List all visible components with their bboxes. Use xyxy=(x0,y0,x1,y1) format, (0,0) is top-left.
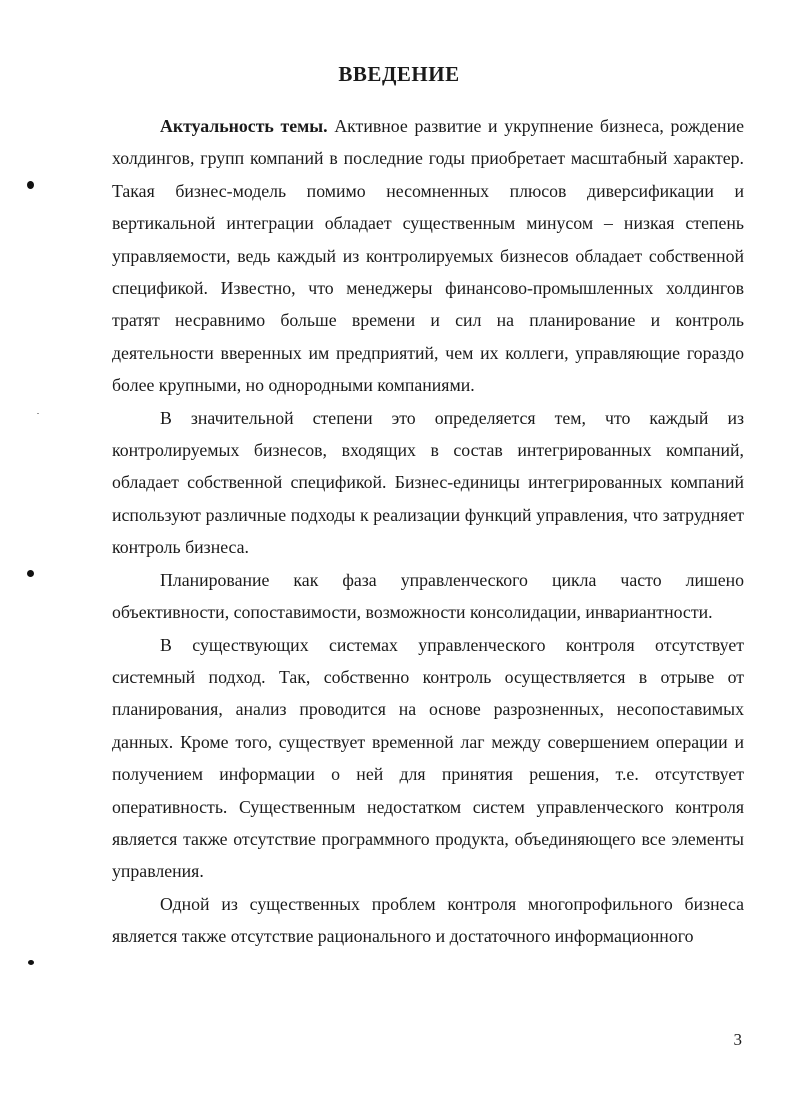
binding-hole-mark xyxy=(27,181,34,189)
scan-speck xyxy=(37,413,39,414)
paragraph-2: В значительной степени это определяется тем, что каждый из контролируемых бизнесов, входящих в состав интегрированных компаний, обладает собственной спецификой. Бизнес-единицы интегрированных компаний используют различные подходы к реализации функций управления, что затрудняет контроль бизнеса. xyxy=(112,407,744,558)
paragraph-lead: Актуальность темы. xyxy=(160,116,328,136)
paragraph-3: Планирование как фаза управленческого цикла часто лишено объективности, сопоставимости, возможности консолидации, инвариантности. xyxy=(112,569,744,623)
paragraph-5: Одной из существенных проблем контроля многопрофильного бизнеса является также отсутствие рационального и достаточного информационного xyxy=(112,893,744,947)
paragraph-text: Активное развитие и укрупнение бизнеса, рождение холдингов, групп компаний в последние годы приобретает масштабный характер. Такая бизнес-модель помимо несомненных плюсов диверсификации и вертикальной интеграции обладает существенным минусом – низкая степень управляемости, ведь каждый из контролируемых бизнесов обладает собственной спецификой. Известно, что менеджеры финансово-промышленных холдингов тратят несравнимо больше времени и сил на планирование и контроль деятельности вверенных им предприятий, чем их коллеги, управляющие гораздо более крупными, но однородными компаниями. xyxy=(112,116,744,396)
page-number: 3 xyxy=(733,1030,742,1049)
page-title: ВВЕДЕНИЕ xyxy=(338,62,460,86)
paragraph-1 xyxy=(112,110,744,402)
binding-hole-mark xyxy=(28,960,34,965)
binding-hole-mark xyxy=(27,570,34,577)
body-text xyxy=(112,110,744,953)
paragraph-4: В существующих системах управленческого контроля отсутствует системный подход. Так, собственно контроль осуществляется в отрыве от планирования, анализ проводится на основе разрозненных, несопоставимых данных. Кроме того, существует временной лаг между совершением операции и получением информации о ней для принятия решения, т.е. отсутствует оперативность. Существенным недостатком систем управленческого контроля является также отсутствие программного продукта, объединяющего все элементы управления. xyxy=(112,634,744,882)
